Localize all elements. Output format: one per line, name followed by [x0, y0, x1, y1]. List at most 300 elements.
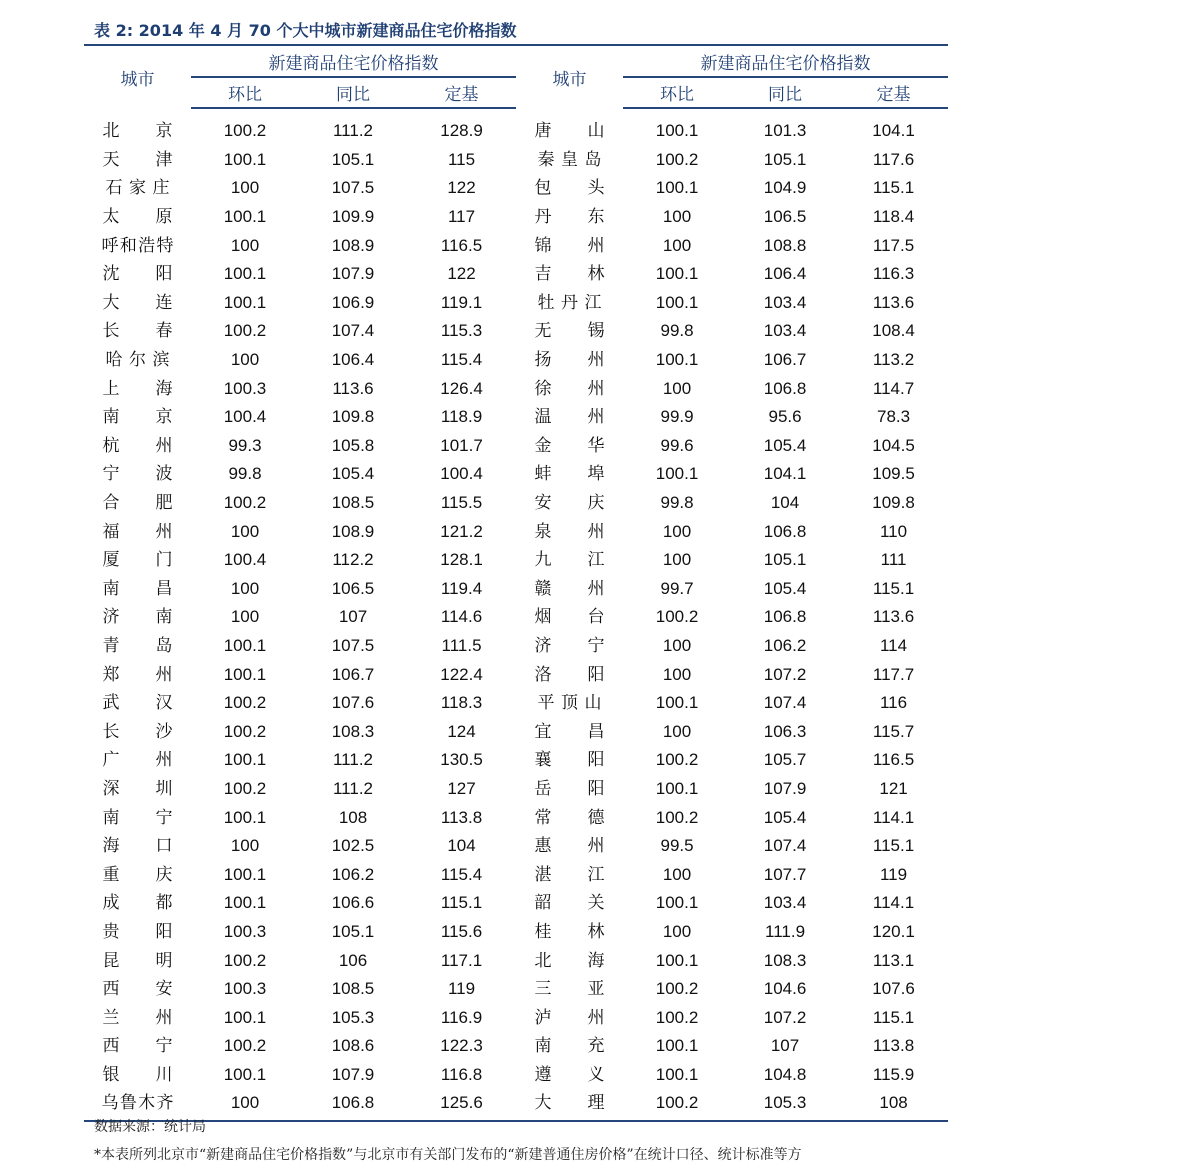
mom-value-cell: 100.2: [223, 950, 267, 970]
yoy-value-cell: 106.5: [763, 207, 807, 227]
city-name: 重庆: [102, 864, 173, 885]
mom-value-cell: 100: [662, 378, 692, 398]
city-cell: [84, 1003, 191, 1032]
city-cell: [516, 231, 623, 260]
city-name: 安庆: [534, 493, 605, 514]
yoy-value-cell: 111.2: [332, 750, 374, 770]
yoy-value-cell: 106.8: [299, 1089, 407, 1121]
base-value-cell: 122.3: [440, 1036, 483, 1056]
base-value-cell: 115.1: [872, 178, 915, 198]
city-name: 长春: [102, 321, 173, 342]
mom-value-cell: 100: [662, 721, 692, 741]
yoy-value-cell: 105.4: [331, 464, 375, 484]
base-value-cell: 118.4: [872, 207, 915, 227]
city-name: 遵义: [534, 1064, 605, 1085]
mom-value-cell: 99.7: [660, 578, 694, 598]
city-cell: [84, 346, 191, 375]
base-value-cell: 113.8: [872, 1036, 915, 1056]
city-name: 韶关: [534, 893, 605, 914]
city-name: 常德: [534, 807, 605, 828]
city-name: 呼和浩特: [101, 235, 174, 256]
yoy-value-cell: 95.6: [768, 407, 802, 427]
city-name: 南京: [102, 407, 173, 428]
base-column-header-right: 定基: [839, 77, 948, 108]
city-name: 丹东: [534, 207, 605, 228]
base-value-cell: 116.9: [440, 1007, 483, 1027]
mom-value-cell: 100.1: [223, 1007, 267, 1027]
yoy-value-cell: 107.9: [763, 778, 807, 798]
yoy-value-cell: 106.9: [331, 292, 375, 312]
base-value-cell: 119.1: [440, 292, 483, 312]
city-name: 包头: [534, 178, 605, 199]
city-name: 九江: [534, 550, 605, 571]
mom-value-cell: 100.3: [223, 378, 267, 398]
mom-value-cell: 100: [662, 207, 692, 227]
mom-value-cell: 100.1: [223, 864, 267, 884]
city-name: 杭州: [102, 435, 173, 456]
table-row: [84, 174, 948, 203]
city-cell: [516, 346, 623, 375]
table-row: [84, 146, 948, 175]
mom-value-cell: 99.9: [660, 407, 694, 427]
mom-value-cell: 100.1: [655, 178, 699, 198]
mom-value-cell: 100.1: [655, 121, 699, 141]
table-row: [84, 432, 948, 461]
table-row: [84, 803, 948, 832]
city-name: 岳阳: [534, 778, 605, 799]
city-name: 烟台: [534, 607, 605, 628]
base-value-cell: 101.7: [440, 435, 483, 455]
yoy-value-cell: 105.1: [331, 149, 375, 169]
city-cell: [516, 403, 623, 432]
base-value-cell: 108: [839, 1089, 948, 1121]
city-cell: [516, 203, 623, 232]
mom-value-cell: 100.2: [655, 1007, 699, 1027]
mom-column-header-right: 环比: [623, 77, 731, 108]
mom-value-cell: 100.1: [223, 264, 267, 284]
city-name: 牡丹江: [537, 292, 602, 313]
yoy-value-cell: 103.4: [763, 292, 807, 312]
city-name: 青岛: [102, 635, 173, 656]
city-cell: [84, 403, 191, 432]
table-row: [84, 603, 948, 632]
mom-value-cell: 100: [662, 635, 692, 655]
city-name: 平顶山: [537, 693, 602, 714]
yoy-value-cell: 104.8: [763, 1064, 807, 1084]
city-cell: [84, 946, 191, 975]
city-cell: [516, 546, 623, 575]
mom-value-cell: 100.1: [655, 350, 699, 370]
base-value-cell: 100.4: [440, 464, 483, 484]
yoy-value-cell: 104.1: [763, 464, 807, 484]
base-value-cell: 115.6: [440, 921, 483, 941]
mom-value-cell: 100.2: [655, 807, 699, 827]
city-cell: [84, 108, 191, 146]
city-name: 锦州: [534, 235, 605, 256]
city-name: 西宁: [102, 1036, 173, 1057]
yoy-value-cell: 106.2: [331, 864, 375, 884]
index-group-header: 新建商品住宅价格指数: [191, 45, 516, 77]
mom-value-cell: 100: [230, 235, 260, 255]
city-name: 惠州: [534, 836, 605, 857]
base-value-cell: 114.6: [440, 607, 483, 627]
yoy-value-cell: 108.5: [331, 979, 375, 999]
base-value-cell: 122.4: [440, 664, 483, 684]
table-row: [84, 975, 948, 1004]
city-name: 合肥: [102, 493, 173, 514]
yoy-column-header-right: 同比: [731, 77, 839, 108]
mom-value-cell: 100.1: [655, 893, 699, 913]
table-title: 表 2: 2014 年 4 月 70 个大中城市新建商品住宅价格指数: [94, 21, 517, 40]
city-name: 南充: [534, 1036, 605, 1057]
city-name: 三亚: [534, 979, 605, 1000]
base-value-cell: 115.9: [872, 1064, 915, 1084]
city-cell: [516, 432, 623, 461]
city-name: 西安: [102, 979, 173, 1000]
mom-value-cell: 100.2: [223, 321, 267, 341]
price-index-table: [84, 44, 948, 1122]
base-value-cell: 113.1: [872, 950, 915, 970]
mom-value-cell: 99.6: [660, 435, 694, 455]
base-value-cell: 122: [447, 178, 476, 198]
city-cell: [516, 517, 623, 546]
mom-value-cell: 100.1: [223, 635, 267, 655]
city-cell: [84, 860, 191, 889]
yoy-value-cell: 106: [338, 950, 368, 970]
city-cell: [84, 575, 191, 604]
base-value-cell: 111: [880, 550, 907, 570]
mom-value-cell: 100.2: [223, 493, 267, 513]
table-row: [84, 717, 948, 746]
base-value-cell: 118.3: [440, 693, 483, 713]
table-row: [84, 289, 948, 318]
base-value-cell: 113.6: [872, 607, 915, 627]
base-value-cell: 119: [447, 979, 476, 999]
base-value-cell: 113.8: [440, 807, 483, 827]
city-name: 桂林: [534, 921, 605, 942]
mom-value-cell: 100.3: [223, 979, 267, 999]
yoy-value-cell: 103.4: [763, 893, 807, 913]
city-cell: [516, 975, 623, 1004]
city-cell: [84, 803, 191, 832]
city-cell: [84, 489, 191, 518]
city-name: 北京: [102, 120, 173, 141]
city-name: 广州: [102, 750, 173, 771]
mom-value-cell: 100.3: [223, 921, 267, 941]
yoy-value-cell: 107.9: [331, 1064, 375, 1084]
city-name: 泸州: [534, 1007, 605, 1028]
table-row: [84, 403, 948, 432]
table-row: [84, 918, 948, 947]
city-cell: [516, 317, 623, 346]
yoy-value-cell: 105.4: [763, 435, 807, 455]
base-value-cell: 116.3: [872, 264, 915, 284]
yoy-value-cell: 107.4: [763, 836, 807, 856]
city-cell: [516, 632, 623, 661]
city-name: 唐山: [534, 120, 605, 141]
yoy-value-cell: 111.2: [332, 121, 374, 141]
yoy-value-cell: 111.9: [765, 921, 806, 941]
mom-value-cell: 100.1: [223, 207, 267, 227]
city-name: 泉州: [534, 521, 605, 542]
city-cell: [516, 260, 623, 289]
yoy-value-cell: 107.9: [331, 264, 375, 284]
mom-value-cell: 100: [191, 1089, 299, 1121]
city-cell: [84, 517, 191, 546]
city-name: 吉林: [534, 264, 605, 285]
base-value-cell: 122: [447, 264, 476, 284]
mom-value-cell: 100: [662, 521, 692, 541]
city-cell: [84, 174, 191, 203]
city-cell: [84, 374, 191, 403]
yoy-value-cell: 106.5: [331, 578, 375, 598]
city-name: 乌鲁木齐: [101, 1093, 174, 1114]
table-row: [84, 231, 948, 260]
index-group-header-right: 新建商品住宅价格指数: [623, 45, 948, 77]
yoy-value-cell: 101.3: [763, 121, 807, 141]
city-name: 武汉: [102, 693, 173, 714]
yoy-value-cell: 103.4: [763, 321, 807, 341]
yoy-value-cell: 106.7: [331, 664, 375, 684]
table-row: [84, 689, 948, 718]
city-name: 大理: [534, 1093, 605, 1114]
table-row: [84, 374, 948, 403]
yoy-value-cell: 108: [338, 807, 368, 827]
city-cell: [84, 460, 191, 489]
yoy-value-cell: 106.3: [763, 721, 807, 741]
base-value-cell: 120.1: [872, 921, 915, 941]
yoy-value-cell: 107.4: [331, 321, 375, 341]
yoy-value-cell: 108.3: [331, 721, 375, 741]
city-cell: [84, 632, 191, 661]
city-name: 无锡: [534, 321, 605, 342]
mom-value-cell: 100.1: [223, 807, 267, 827]
base-value-cell: 104.5: [872, 435, 915, 455]
base-value-cell: 121.2: [440, 521, 483, 541]
city-cell: [516, 374, 623, 403]
city-cell: [84, 689, 191, 718]
table-row: [84, 517, 948, 546]
city-name: 济宁: [534, 635, 605, 656]
city-name: 扬州: [534, 350, 605, 371]
base-value-cell: 115.1: [872, 836, 915, 856]
mom-value-cell: 100.1: [655, 693, 699, 713]
table-row: [84, 832, 948, 861]
yoy-value-cell: 106.4: [763, 264, 807, 284]
table-row: [84, 317, 948, 346]
mom-value-cell: 100.1: [223, 664, 267, 684]
mom-value-cell: 99.5: [660, 836, 694, 856]
table-row: [84, 260, 948, 289]
city-name: 秦皇岛: [537, 149, 602, 170]
city-cell: [516, 660, 623, 689]
yoy-value-cell: 108.3: [763, 950, 807, 970]
city-cell: [84, 746, 191, 775]
yoy-value-cell: 107: [338, 607, 368, 627]
table-row: [84, 860, 948, 889]
yoy-value-cell: 111.2: [332, 778, 374, 798]
mom-value-cell: 100.1: [655, 264, 699, 284]
city-cell: [516, 146, 623, 175]
mom-value-cell: 100.2: [623, 1089, 731, 1121]
city-cell: [84, 717, 191, 746]
base-value-cell: 115.1: [872, 1007, 915, 1027]
base-value-cell: 117.6: [872, 149, 915, 169]
base-value-cell: 126.4: [440, 378, 483, 398]
base-value-cell: 125.6: [407, 1089, 516, 1121]
mom-value-cell: 99.8: [660, 493, 694, 513]
city-cell: [84, 832, 191, 861]
table-row: [84, 1061, 948, 1090]
yoy-value-cell: 105.3: [731, 1089, 839, 1121]
base-value-cell: 127: [447, 778, 476, 798]
city-cell: [516, 746, 623, 775]
city-cell: [84, 260, 191, 289]
mom-value-cell: 100: [662, 664, 692, 684]
city-name: 温州: [534, 407, 605, 428]
city-cell: [84, 432, 191, 461]
yoy-value-cell: 108.9: [331, 521, 375, 541]
city-name: 襄阳: [534, 750, 605, 771]
city-cell: [516, 803, 623, 832]
city-cell: [516, 689, 623, 718]
table-row: [84, 460, 948, 489]
yoy-value-cell: 105.8: [331, 435, 375, 455]
yoy-value-cell: 105.3: [331, 1007, 375, 1027]
yoy-value-cell: 105.1: [763, 149, 807, 169]
mom-value-cell: 100.1: [655, 778, 699, 798]
yoy-value-cell: 105.7: [763, 750, 807, 770]
yoy-value-cell: 106.8: [763, 378, 807, 398]
yoy-value-cell: 113.6: [332, 378, 374, 398]
yoy-value-cell: 108.5: [331, 493, 375, 513]
base-value-cell: 115: [447, 149, 476, 169]
mom-value-cell: 100: [230, 607, 260, 627]
yoy-value-cell: 105.4: [763, 578, 807, 598]
city-cell: [84, 889, 191, 918]
city-name: 济南: [102, 607, 173, 628]
table-row: [84, 1089, 948, 1121]
base-value-cell: 115.4: [440, 864, 483, 884]
yoy-value-cell: 106.4: [331, 350, 375, 370]
yoy-value-cell: 105.1: [331, 921, 375, 941]
city-name: 郑州: [102, 664, 173, 685]
city-cell: [516, 1032, 623, 1061]
city-cell: [84, 289, 191, 318]
city-name: 南昌: [102, 578, 173, 599]
city-name: 宁波: [102, 464, 173, 485]
base-value-cell: 117.7: [872, 664, 915, 684]
city-name: 天津: [102, 149, 173, 170]
base-value-cell: 114.1: [872, 893, 915, 913]
city-name: 深圳: [102, 778, 173, 799]
base-value-cell: 116: [879, 693, 908, 713]
city-cell: [516, 289, 623, 318]
city-cell: [84, 975, 191, 1004]
city-name: 沈阳: [102, 264, 173, 285]
base-value-cell: 110: [879, 521, 908, 541]
table-row: [84, 632, 948, 661]
table-row: [84, 489, 948, 518]
city-cell: [516, 832, 623, 861]
base-value-cell: 113.6: [872, 292, 915, 312]
mom-value-cell: 100.2: [223, 721, 267, 741]
yoy-value-cell: 107.4: [763, 693, 807, 713]
city-name: 海口: [102, 836, 173, 857]
footnote: *本表所列北京市“新建商品住宅价格指数”与北京市有关部门发布的“新建普通住房价格”在统计口径、统计标准等方: [94, 1147, 802, 1163]
city-name: 成都: [102, 893, 173, 914]
base-value-cell: 119.4: [440, 578, 483, 598]
mom-value-cell: 100.4: [223, 550, 267, 570]
mom-value-cell: 99.8: [660, 321, 694, 341]
city-cell: [516, 108, 623, 146]
city-name: 昆明: [102, 950, 173, 971]
city-name: 上海: [102, 378, 173, 399]
base-value-cell: 124: [447, 721, 476, 741]
base-value-cell: 115.7: [872, 721, 915, 741]
city-cell: [516, 918, 623, 947]
city-name: 福州: [102, 521, 173, 542]
city-name: 徐州: [534, 378, 605, 399]
table-row: [84, 1003, 948, 1032]
base-value-cell: 119: [879, 864, 908, 884]
base-value-cell: 111.5: [441, 635, 482, 655]
base-value-cell: 104: [447, 836, 476, 856]
base-value-cell: 128.9: [440, 121, 483, 141]
mom-value-cell: 100.2: [655, 607, 699, 627]
yoy-value-cell: 107.5: [331, 635, 375, 655]
mom-value-cell: 100: [230, 350, 260, 370]
yoy-value-cell: 105.1: [763, 550, 807, 570]
base-value-cell: 116.5: [872, 750, 915, 770]
base-value-cell: 117: [447, 207, 476, 227]
base-value-cell: 109.5: [872, 464, 915, 484]
city-cell: [516, 889, 623, 918]
city-name: 长沙: [102, 721, 173, 742]
yoy-value-cell: 104.9: [763, 178, 807, 198]
yoy-value-cell: 106.2: [763, 635, 807, 655]
table-row: [84, 946, 948, 975]
mom-value-cell: 100: [230, 578, 260, 598]
city-name: 宜昌: [534, 721, 605, 742]
base-value-cell: 114.1: [872, 807, 915, 827]
base-value-cell: 130.5: [440, 750, 483, 770]
mom-value-cell: 100: [662, 235, 692, 255]
table-row: [84, 546, 948, 575]
city-cell: [516, 946, 623, 975]
base-value-cell: 104.1: [872, 121, 915, 141]
city-cell: [84, 546, 191, 575]
yoy-value-cell: 102.5: [331, 836, 375, 856]
base-value-cell: 114.7: [872, 378, 915, 398]
base-value-cell: 115.3: [440, 321, 483, 341]
mom-value-cell: 100.1: [223, 292, 267, 312]
city-cell: [516, 1003, 623, 1032]
yoy-value-cell: 108.9: [331, 235, 375, 255]
city-cell: [516, 174, 623, 203]
city-name: 洛阳: [534, 664, 605, 685]
city-cell: [84, 203, 191, 232]
city-cell: [84, 1032, 191, 1061]
city-name: 赣州: [534, 578, 605, 599]
mom-value-cell: 100.2: [223, 778, 267, 798]
base-value-cell: 128.1: [440, 550, 483, 570]
yoy-value-cell: 106.6: [331, 893, 375, 913]
city-cell: [84, 231, 191, 260]
city-name: 大连: [102, 292, 173, 313]
table-row: [84, 775, 948, 804]
mom-value-cell: 100.1: [223, 149, 267, 169]
